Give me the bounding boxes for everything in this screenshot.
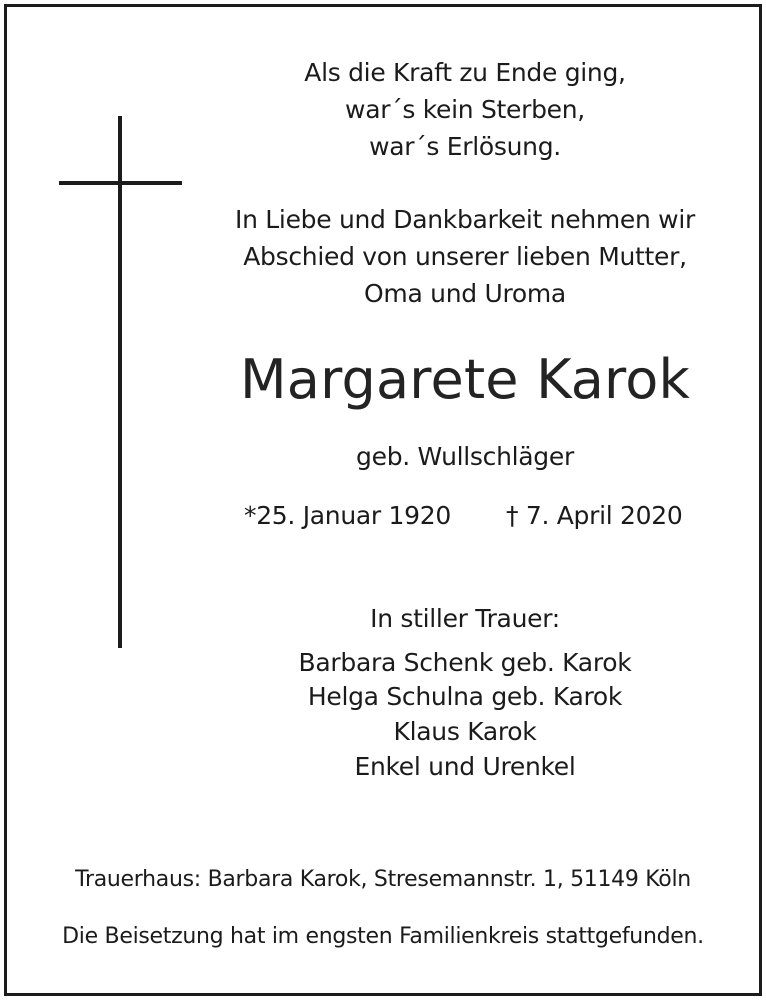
cross-vertical-bar — [118, 116, 122, 648]
maiden-name: geb. Wullschläger — [356, 442, 574, 471]
death-date: † 7. April 2020 — [506, 501, 683, 530]
poem-line-1: Als die Kraft zu Ende ging, — [304, 58, 626, 87]
mourner-2: Helga Schulna geb. Karok — [307, 682, 623, 711]
obituary-text-column — [222, 0, 708, 800]
mourner-3: Klaus Karok — [393, 717, 537, 746]
mourners-heading: In stiller Trauer: — [370, 604, 560, 633]
deceased-name: Margarete Karok — [240, 348, 690, 411]
burial-note: Die Beisetzung hat im engsten Familienkreis stattgefunden. — [62, 924, 704, 949]
cross-horizontal-bar — [59, 181, 182, 185]
poem-line-2: war´s kein Sterben, — [345, 95, 585, 124]
poem-line-3: war´s Erlösung. — [369, 132, 561, 161]
mourner-4: Enkel und Urenkel — [354, 752, 576, 781]
intro-line-2: Abschied von unserer lieben Mutter, — [243, 242, 687, 271]
intro-line-3: Oma und Uroma — [364, 279, 566, 308]
funeral-home-address: Trauerhaus: Barbara Karok, Stresemannstr. 1, 51149 Köln — [75, 867, 691, 892]
birth-date: *25. Januar 1920 — [244, 501, 451, 530]
intro-line-1: In Liebe und Dankbarkeit nehmen wir — [235, 205, 695, 234]
mourner-1: Barbara Schenk geb. Karok — [298, 648, 632, 677]
